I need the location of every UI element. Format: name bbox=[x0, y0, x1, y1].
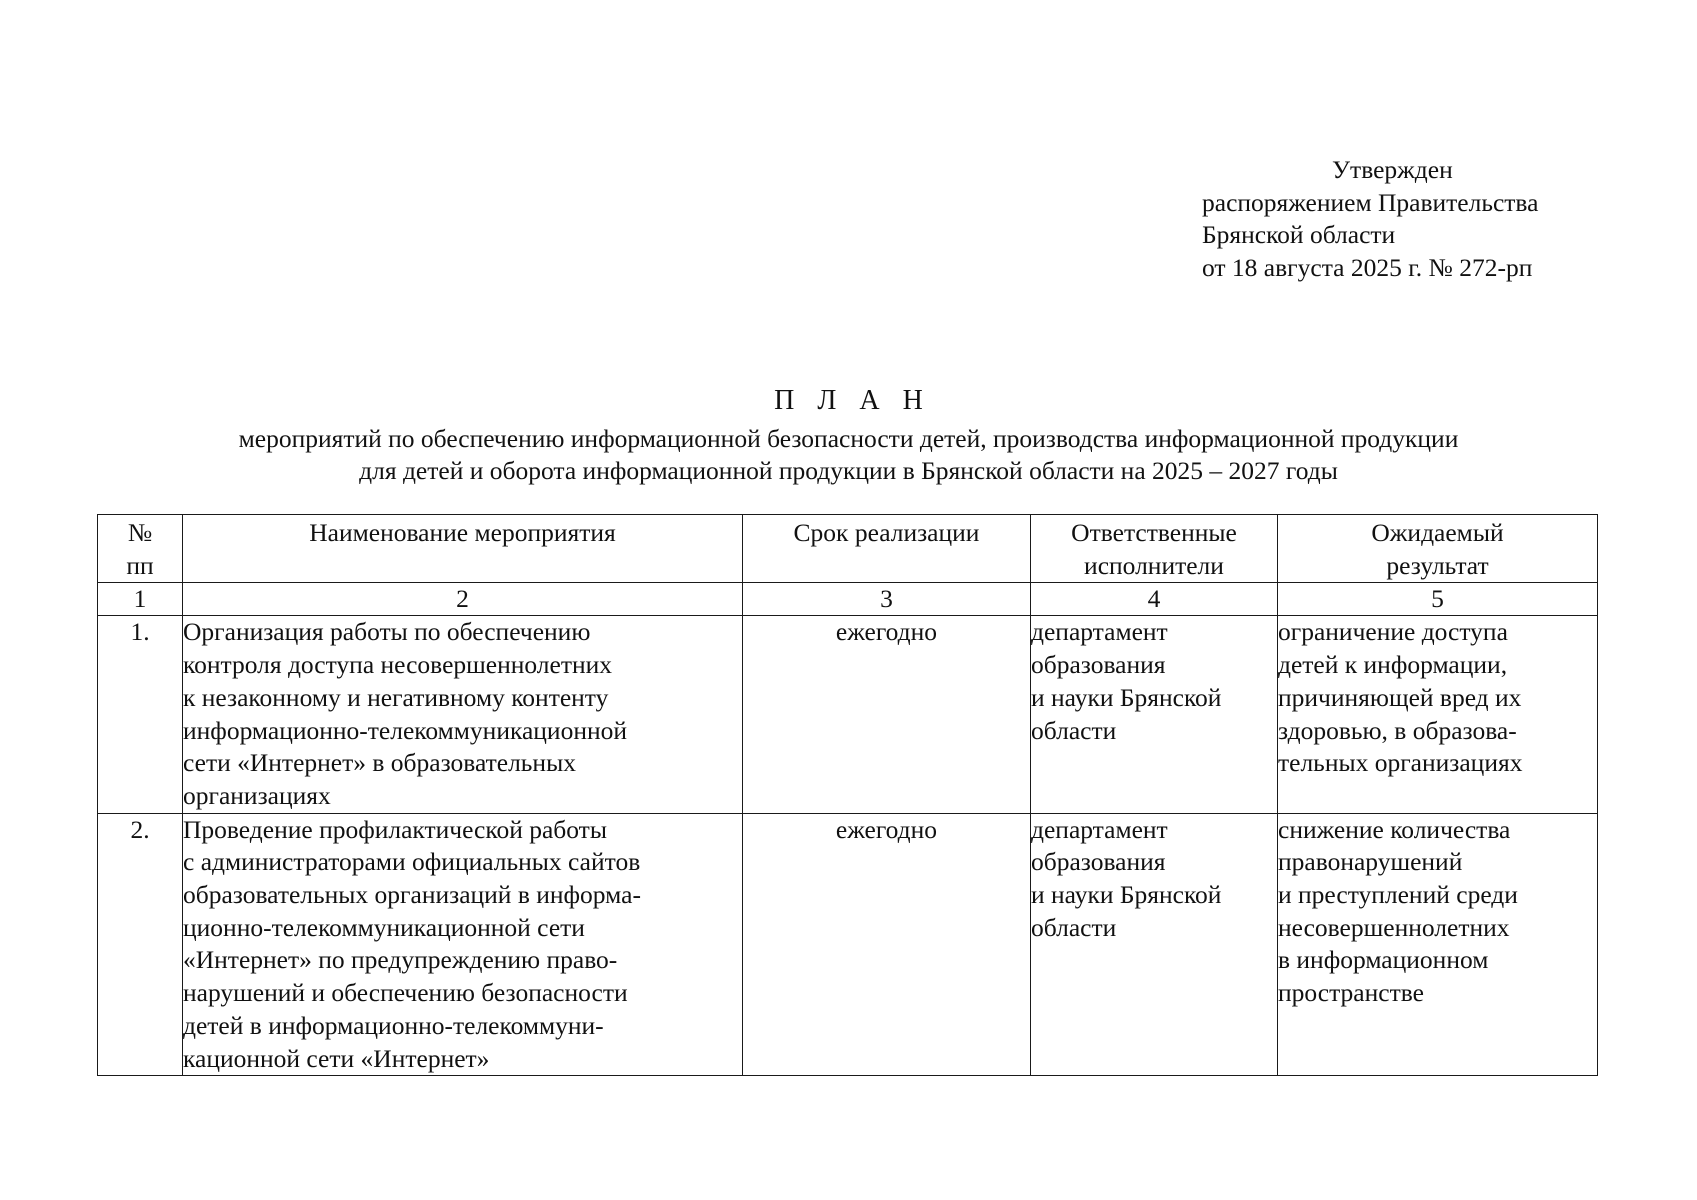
cell-line: ционно-телекоммуникационной сети bbox=[183, 912, 585, 942]
cell-line: сети «Интернет» в образовательных bbox=[183, 748, 576, 778]
column-number-row bbox=[98, 583, 1598, 616]
responsible bbox=[1031, 616, 1278, 813]
term: ежегодно bbox=[743, 813, 1031, 1076]
approval-line: Брянской области bbox=[1202, 220, 1396, 249]
approval-stamp bbox=[1202, 154, 1538, 284]
cell-line: образовательных организаций в информа- bbox=[183, 880, 641, 910]
table-row bbox=[98, 813, 1598, 1076]
cell-line: информационно-телекоммуникационной bbox=[183, 715, 628, 745]
header-text: результат bbox=[1386, 550, 1489, 580]
header-result bbox=[1278, 515, 1598, 583]
cell-line: и преступлений среди bbox=[1278, 880, 1518, 910]
plan-subtitle bbox=[0, 423, 1697, 487]
cell-line: области bbox=[1031, 912, 1117, 942]
row-number: 1. bbox=[98, 616, 183, 813]
subtitle-line: мероприятий по обеспечению информационной безопасности детей, производства информационной продукции bbox=[238, 424, 1459, 453]
column-number: 2 bbox=[183, 583, 743, 616]
cell-line: кационной сети «Интернет» bbox=[183, 1043, 490, 1073]
column-number: 3 bbox=[743, 583, 1031, 616]
header-text: исполнители bbox=[1084, 550, 1224, 580]
activity-name bbox=[183, 813, 743, 1076]
cell-line: и науки Брянской bbox=[1031, 880, 1222, 910]
cell-line: контроля доступа несовершеннолетних bbox=[183, 650, 613, 680]
header-text: Ответственные bbox=[1071, 518, 1237, 547]
cell-line: правонарушений bbox=[1278, 847, 1463, 877]
cell-line: департамент bbox=[1031, 814, 1168, 844]
cell-line: Организация работы по обеспечению bbox=[183, 617, 591, 647]
plan-heading: П Л А Н bbox=[774, 385, 931, 416]
cell-line: снижение количества bbox=[1278, 814, 1511, 844]
header-text: Срок реализации bbox=[793, 518, 980, 547]
row-number: 2. bbox=[98, 813, 183, 1076]
cell-line: с администраторами официальных сайтов bbox=[183, 847, 641, 877]
cell-line: образования bbox=[1031, 847, 1166, 877]
cell-line: департамент bbox=[1031, 617, 1168, 647]
column-number: 1 bbox=[98, 583, 183, 616]
header-text: пп bbox=[126, 550, 154, 580]
cell-line: детей в информационно-телекоммуни- bbox=[183, 1010, 604, 1040]
cell-line: нарушений и обеспечению безопасности bbox=[183, 978, 628, 1008]
plan-table bbox=[97, 514, 1598, 1076]
cell-line: несовершеннолетних bbox=[1278, 912, 1510, 942]
expected-result bbox=[1278, 616, 1598, 813]
header-num bbox=[98, 515, 183, 583]
cell-line: пространстве bbox=[1278, 978, 1424, 1008]
approval-line: Утвержден bbox=[1332, 155, 1453, 184]
header-text: Наименование мероприятия bbox=[309, 518, 616, 547]
column-number: 4 bbox=[1031, 583, 1278, 616]
cell-line: организациях bbox=[183, 780, 331, 810]
cell-line: области bbox=[1031, 715, 1117, 745]
header-text: № bbox=[127, 518, 153, 547]
approval-line: от 18 августа 2025 г. № 272-рп bbox=[1202, 252, 1533, 282]
header-name bbox=[183, 515, 743, 583]
activity-name bbox=[183, 616, 743, 813]
cell-line: детей к информации, bbox=[1278, 650, 1508, 680]
cell-line: в информационном bbox=[1278, 945, 1489, 975]
term: ежегодно bbox=[743, 616, 1031, 813]
cell-line: и науки Брянской bbox=[1031, 682, 1222, 712]
responsible bbox=[1031, 813, 1278, 1076]
cell-line: к незаконному и негативному контенту bbox=[183, 682, 609, 712]
subtitle-line: для детей и оборота информационной продукции в Брянской области на 2025 – 2027 годы bbox=[359, 456, 1338, 485]
table-header-row bbox=[98, 515, 1598, 583]
cell-line: тельных организациях bbox=[1278, 748, 1523, 778]
header-term bbox=[743, 515, 1031, 583]
cell-line: ограничение доступа bbox=[1278, 617, 1508, 647]
header-responsible bbox=[1031, 515, 1278, 583]
expected-result bbox=[1278, 813, 1598, 1076]
document-title bbox=[0, 381, 1697, 487]
table-row bbox=[98, 616, 1598, 813]
cell-line: здоровью, в образова- bbox=[1278, 715, 1517, 745]
cell-line: причиняющей вред их bbox=[1278, 682, 1522, 712]
cell-line: «Интернет» по предупреждению право- bbox=[183, 945, 618, 975]
approval-line: распоряжением Правительства bbox=[1202, 187, 1539, 217]
column-number: 5 bbox=[1278, 583, 1598, 616]
cell-line: Проведение профилактической работы bbox=[183, 814, 607, 844]
header-text: Ожидаемый bbox=[1371, 518, 1504, 547]
cell-line: образования bbox=[1031, 650, 1166, 680]
